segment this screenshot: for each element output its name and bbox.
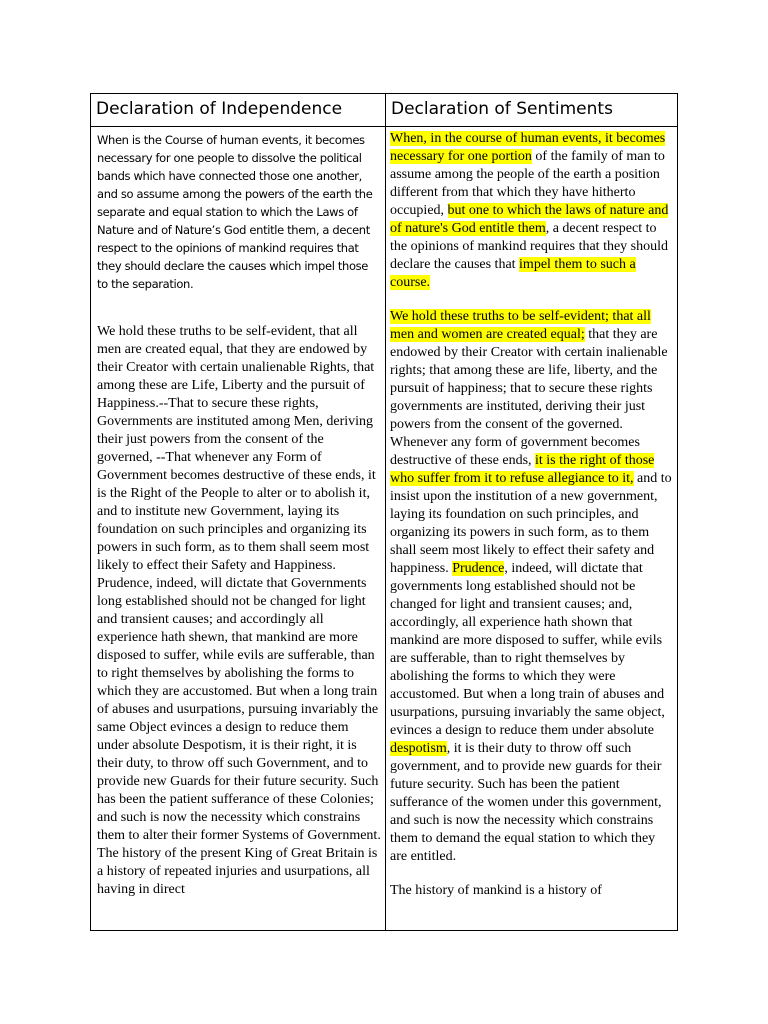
text-span: , a decent respect to the opinions of mankind requires that they should declare the causes that [390, 221, 669, 272]
sentiments-paragraph-3: The history of mankind is a history of [390, 883, 602, 898]
highlight: it is the right of those who suffer from it to refuse allegiance to it, [390, 453, 655, 486]
independence-header: Declaration of Independence [96, 99, 343, 119]
comparison-table [90, 93, 678, 931]
highlight: but one to which the laws of nature and of nature's God entitle them [390, 203, 669, 236]
sentiments-header: Declaration of Sentiments [391, 99, 613, 119]
highlight: When, in the course of human events, it becomes necessary for one portion [390, 131, 666, 164]
sentiments-paragraph-1 [390, 130, 673, 292]
text-span: , indeed, will dictate that governments long established should not be changed for light and transient causes; and, accordingly, all experience hath shown that mankind are more disposed to suffer, while evils are sufferable, than to right themselves by abolishing the forms to which they were accustomed. But when a long train of abuses and usurpations, pursuing invariably the same object, evinces a design to reduce them under absolute [390, 561, 665, 738]
independence-paragraph-1: When is the Course of human events, it becomes necessary for one people to dissolve the political bands which have connected those one another, and so assume among the powers of the earth the separate and equal station to which the Laws of Nature and of Nature’s God entitle them, a decent respect to the opinions of mankind requires that they should declare the causes which impel those to the separation. [97, 133, 373, 291]
highlight: impel them to such a course. [390, 257, 636, 290]
highlight: Prudence [452, 561, 505, 576]
highlight: despotism [390, 741, 447, 756]
independence-paragraph-2: We hold these truths to be self-evident, that all men are created equal, that they are endowed by their Creator with certain unalienable Rights, that among these are Life, Liberty and the pursuit of Happiness.--That to secure these rights, Governments are instituted among Men, deriving their just powers from the consent of the governed, --That whenever any Form of Government becomes destructive of these ends, it is the Right of the People to alter or to abolish it, and to institute new Government, laying its foundation on such principles and organizing its powers in such form, as to them shall seem most likely to effect their Safety and Happiness. Prudence, indeed, will dictate that Governments long established should not be changed for light and transient causes; and accordingly all experience hath shewn, that mankind are more disposed to suffer, while evils are sufferable, than to right themselves by abolishing the forms to which they are accustomed. But when a long train of abuses and usurpations, pursuing invariably the same Object evinces a design to reduce them under absolute Despotism, it is their right, it is their duty, to throw off such Government, and to provide new Guards for their future security. Such has been the patient sufferance of these Colonies; and such is now the necessity which constrains them to alter their former Systems of Government. The history of the present King of Great Britain is a history of repeated injuries and usurpations, all having in direct [97, 324, 381, 897]
column-divider [385, 94, 386, 930]
text-span: that they are endowed by their Creator with certain inalienable rights; that among these are life, liberty, and the pursuit of happiness; that to secure these rights governments are instituted, deriving their just powers from the consent of the governed. Whenever any form of government becomes destructive of these ends, [390, 327, 668, 468]
sentiments-paragraph-2 [390, 308, 673, 866]
text-span: , it is their duty to throw off such government, and to provide new guards for their future security. Such has been the patient sufferance of the women under this government, and such is now the necessity which constrains them to demand the equal station to which they are entitled. [390, 741, 662, 864]
text-span: and to insist upon the institution of a new government, laying its foundation on such principles, and organizing its powers in such form, as to them shall seem most likely to effect their safety and happiness. [390, 471, 672, 576]
highlight: We hold these truths to be self-evident; that all men and women are created equal; [390, 309, 651, 342]
text-span: of the family of man to assume among the people of the earth a position different from that which they have hitherto occupied, [390, 149, 665, 218]
independence-column [97, 127, 381, 930]
sentiments-column [390, 127, 673, 930]
